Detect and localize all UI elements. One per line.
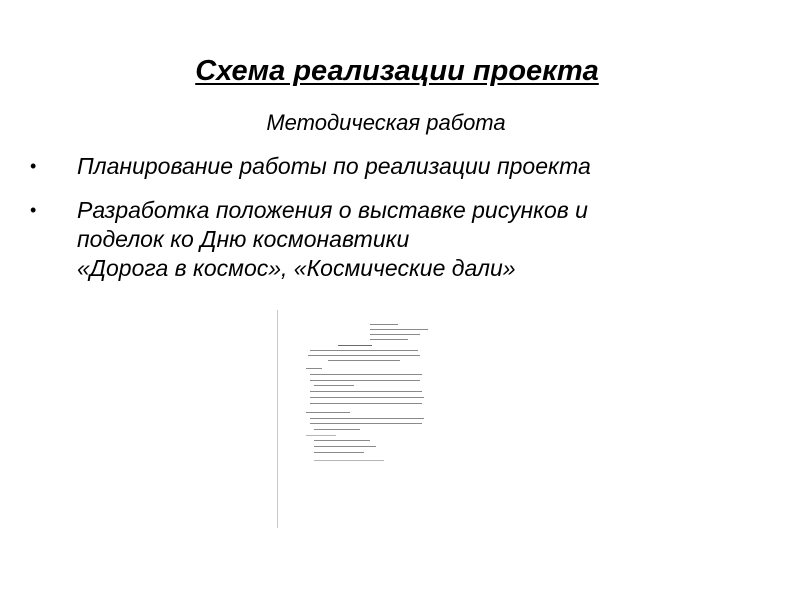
bullet-line: Планирование работы по реализации проекта (77, 153, 591, 179)
bullet-list (30, 152, 750, 298)
slide-title: Схема реализации проекта (195, 55, 599, 87)
bullet-line: «Дорога в космос», «Космические дали» (77, 255, 516, 281)
slide-subtitle: Методическая работа (266, 110, 506, 135)
scanned-document-image (277, 310, 432, 528)
bullet-item-planning (30, 152, 750, 181)
bullet-item-regulation (30, 196, 750, 283)
bullet-marker: • (30, 200, 37, 220)
bullet-line: Разработка положения о выставке рисунков и (77, 197, 588, 223)
bullet-line: поделок ко Дню космонавтики (77, 226, 410, 252)
bullet-marker: • (30, 156, 37, 176)
